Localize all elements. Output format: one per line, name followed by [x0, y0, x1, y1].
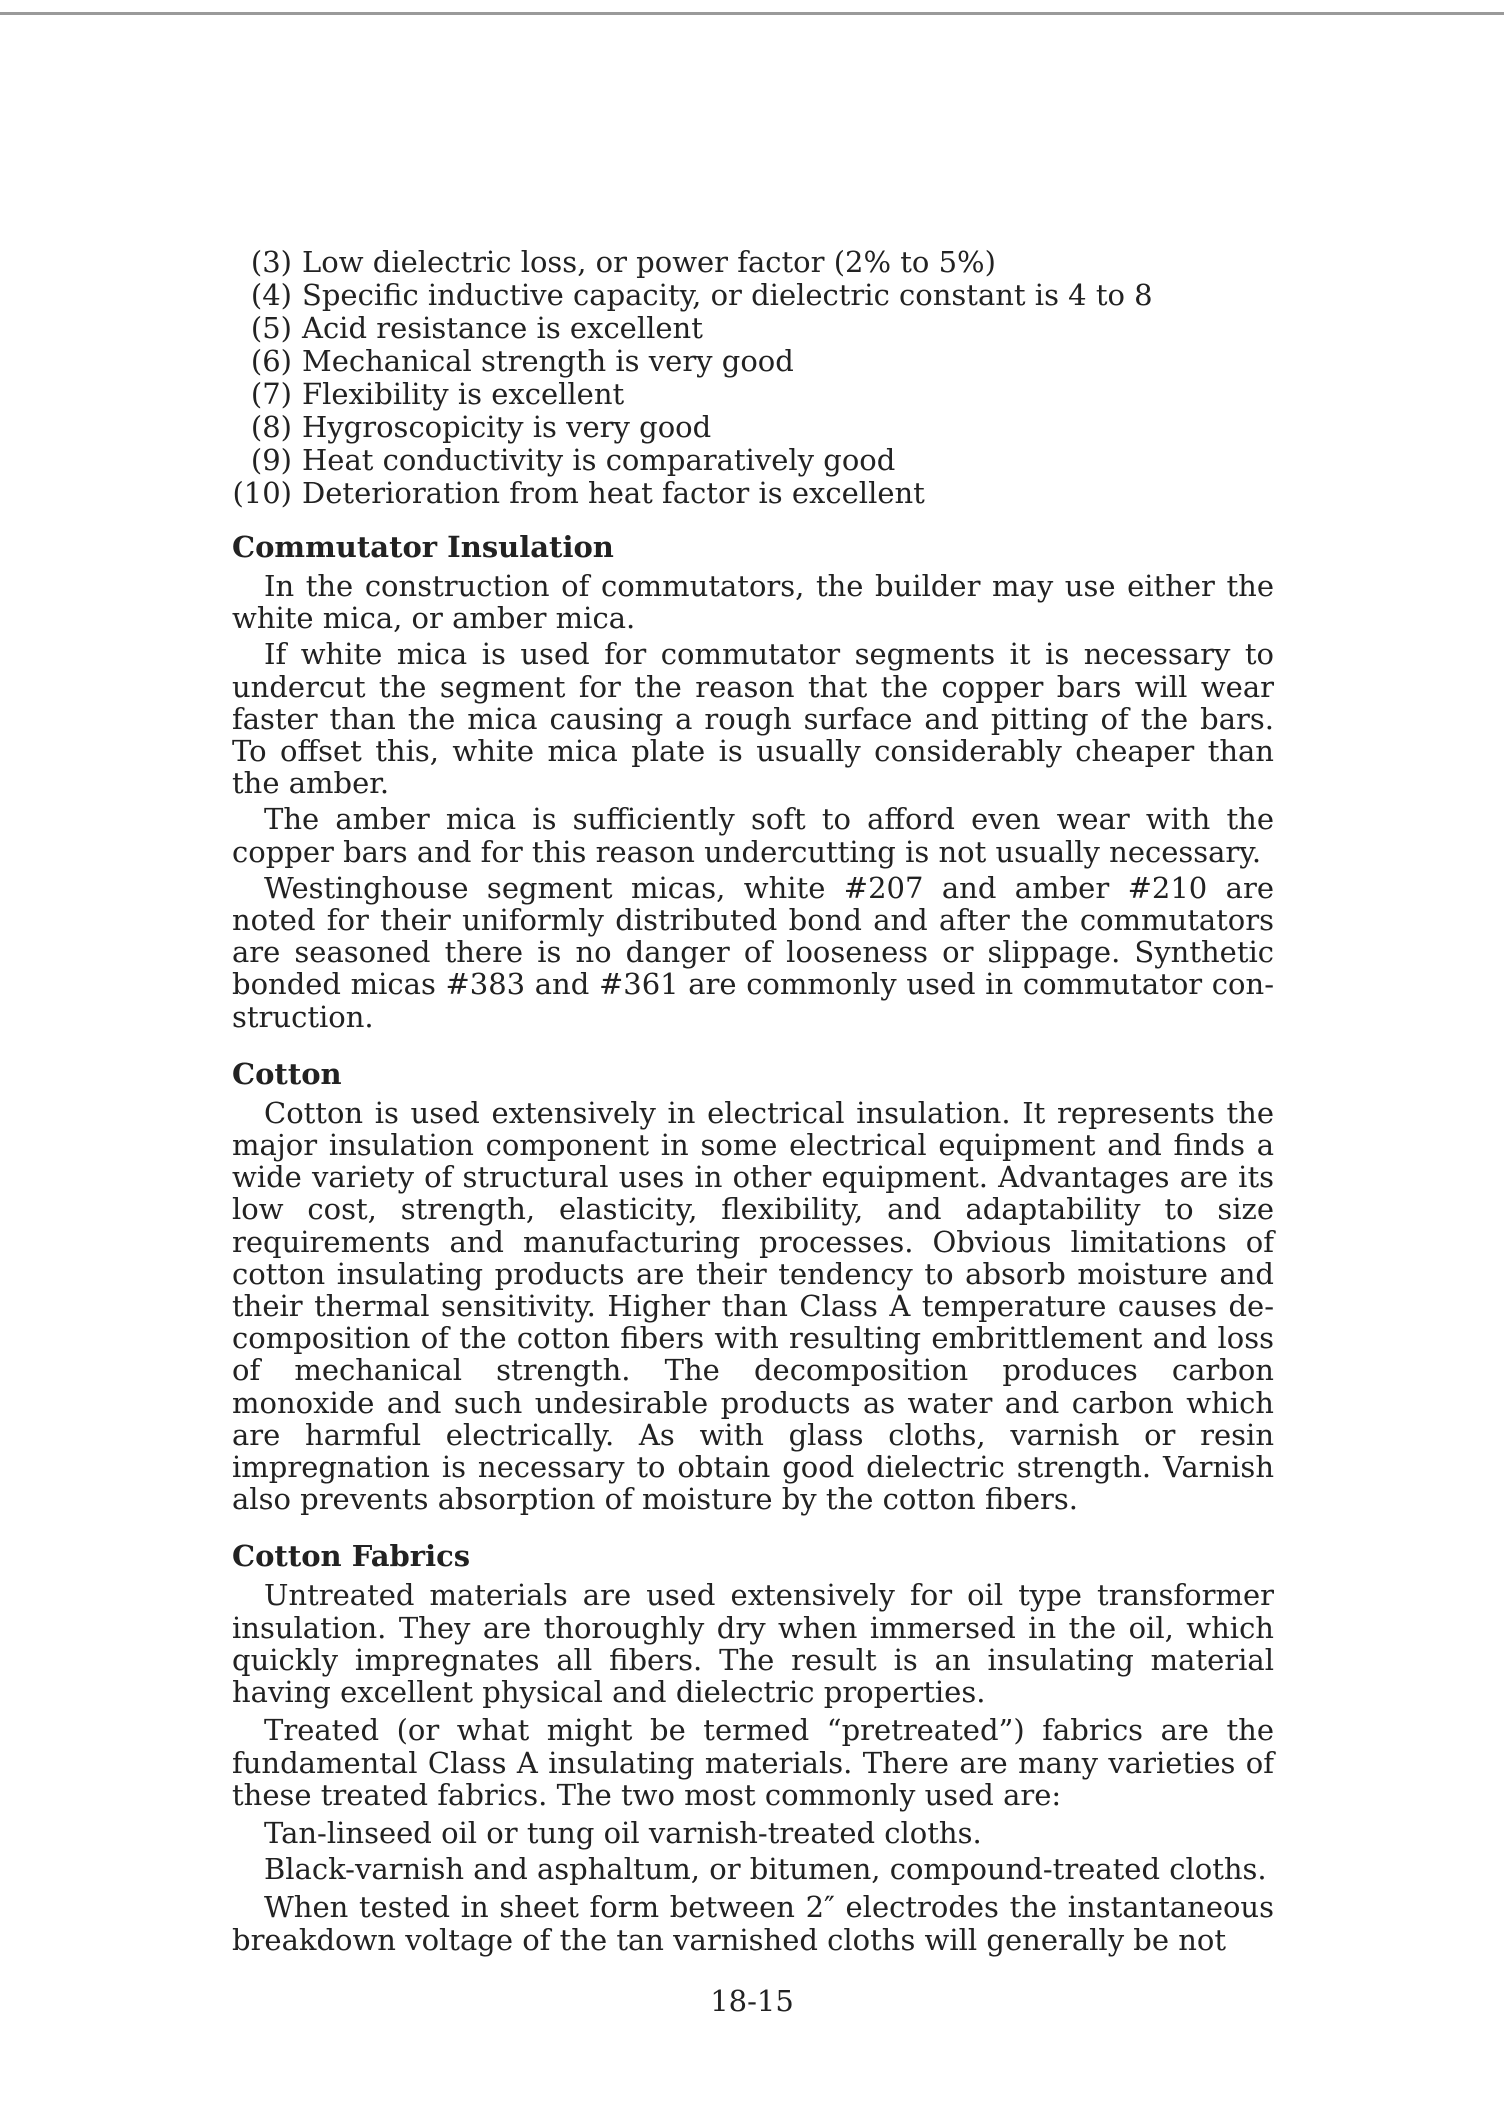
- section-heading: Cotton Fabrics: [232, 1539, 471, 1574]
- list-text: Hygroscopicity is very good: [302, 410, 712, 444]
- list-number: (6): [250, 344, 292, 378]
- list-text: Low dielectric loss, or power factor (2% to 5%): [302, 245, 996, 279]
- paragraph: Westinghouse segment micas, white #207 and amber #210 are noted for their uniformly distributed bond and after the commutators are seasoned there is no danger of looseness or slippage. Synthetic bonded micas #383 and #361 are commonly used in commutator construction.: [232, 870, 1274, 1034]
- paragraph: Treated (or what might be termed “pretreated”) fabrics are the fundamental Class A insulating materials. There are many varieties of these treated fabrics. The two most commonly used are:: [232, 1713, 1274, 1812]
- list-item: [232, 312, 1274, 345]
- list-item: [232, 279, 1274, 312]
- section-cotton-fabrics: [232, 1539, 1274, 1955]
- list-number: (3): [250, 245, 292, 279]
- paragraph: When tested in sheet form between 2″ electrodes the instantaneous breakdown voltage of the tan varnished cloths will generally be not: [232, 1890, 1274, 1957]
- list-text: Mechanical strength is very good: [302, 344, 794, 378]
- paragraph: Tan-linseed oil or tung oil varnish-treated cloths.: [264, 1815, 982, 1850]
- paragraph: Untreated materials are used extensively for oil type transformer insulation. They are thoroughly dry when immersed in the oil, which quickly impregnates all fibers. The result is an insulating material having excellent physical and dielectric properties.: [232, 1578, 1274, 1710]
- list-item: [232, 411, 1274, 444]
- list-number: (7): [250, 377, 292, 411]
- top-rule: [0, 12, 1504, 15]
- list-text: Flexibility is excellent: [302, 377, 625, 411]
- paragraph: Cotton is used extensively in electrical insulation. It represents the major insulation component in some electrical equipment and finds a wide variety of structural uses in other equipment. Advantages are its low cost, strength, elasticity, flexibility, and adaptability to size requirements and manufacturing processes. Obvious limitations of cotton insulating products are their tendency to absorb moisture and their thermal sensitivity. Higher than Class A temperature causes decomposition of the cotton fibers with resulting embrittlement and loss of mechanical strength. The decomposition produces carbon monoxide and such undesirable products as water and carbon which are harmful electrically. As with glass cloths, varnish or resin impregnation is necessary to obtain good dielectric strength. Varnish also prevents absorption of moisture by the cotton fibers.: [232, 1095, 1274, 1517]
- list-item: [232, 444, 1274, 477]
- list-number: (10): [232, 476, 292, 510]
- paragraph: The amber mica is sufficiently soft to afford even wear with the copper bars and for this reason undercutting is not usually necessary.: [232, 802, 1274, 869]
- list-item: [232, 246, 1274, 279]
- list-item: [232, 345, 1274, 378]
- page-number: 18-15: [710, 1984, 794, 2018]
- list-text: Specific inductive capacity, or dielectric constant is 4 to 8: [302, 278, 1153, 312]
- property-list: [232, 246, 1274, 510]
- list-item: [232, 378, 1274, 411]
- paragraph: In the construction of commutators, the builder may use either the white mica, or amber mica.: [232, 569, 1274, 636]
- section-cotton: [232, 1057, 1274, 1516]
- list-item: [232, 477, 1274, 510]
- section-commutator-insulation: [232, 530, 1274, 1033]
- list-number: (5): [250, 311, 292, 345]
- paragraph: If white mica is used for commutator segments it is necessary to undercut the segment for the reason that the copper bars will wear faster than the mica causing a rough surface and pitting of the bars. To offset this, white mica plate is usually considerably cheaper than the amber.: [232, 637, 1274, 801]
- list-number: (8): [250, 410, 292, 444]
- paragraph: Black-varnish and asphaltum, or bitumen, compound-treated cloths.: [264, 1852, 1267, 1887]
- list-text: Deterioration from heat factor is excellent: [302, 476, 925, 510]
- page-body: [232, 246, 1274, 1956]
- list-number: (4): [250, 278, 292, 312]
- list-number: (9): [250, 443, 292, 477]
- section-heading: Cotton: [232, 1056, 342, 1091]
- section-heading: Commutator Insulation: [232, 530, 614, 564]
- list-text: Heat conductivity is comparatively good: [302, 443, 896, 477]
- list-text: Acid resistance is excellent: [302, 311, 703, 345]
